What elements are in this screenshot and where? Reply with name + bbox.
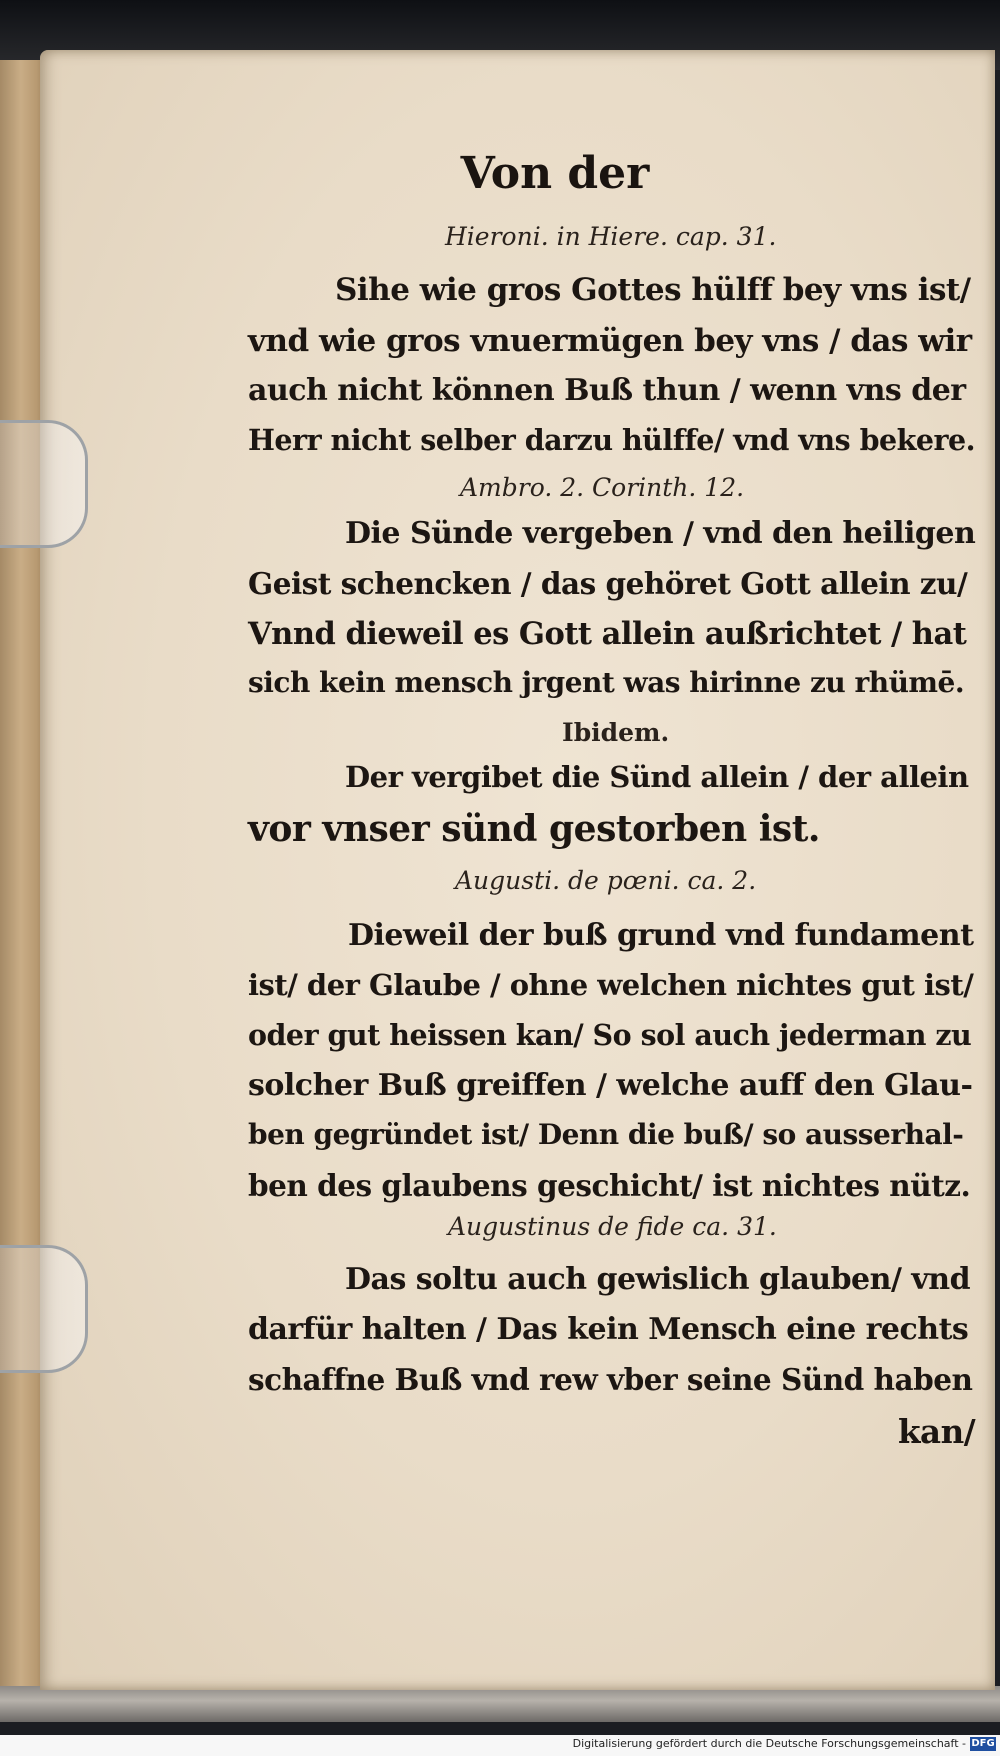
text-line: Der vergibet die Sünd allein / der allein <box>345 760 969 794</box>
page-clip-upper <box>0 420 88 548</box>
text-line: Sihe wie gros Gottes hülff bey vns ist/ <box>335 272 971 308</box>
text-line: ben des glaubens geschicht/ ist nichtes nütz. <box>248 1168 971 1203</box>
reference-heading: Ibidem. <box>562 718 670 747</box>
reference-heading: Ambro. 2. Corinth. 12. <box>460 473 745 502</box>
catchword: kan/ <box>898 1412 976 1451</box>
text-line: Das soltu auch gewislich glauben/ vnd <box>345 1262 971 1297</box>
reference-heading: Augusti. de pœni. ca. 2. <box>455 866 757 895</box>
reference-heading: Hieroni. in Hiere. cap. 31. <box>445 222 777 251</box>
dfg-logo: DFG <box>971 1738 995 1749</box>
text-line: vnd wie gros vnuermügen bey vns / das wir <box>248 323 972 359</box>
footer-credit: Digitalisierung gefördert durch die Deutsche Forschungsgemeinschaft - <box>572 1737 966 1750</box>
text-line: vor vnser sünd gestorben ist. <box>248 808 820 850</box>
text-line: ist/ der Glaube / ohne welchen nichtes gut ist/ <box>248 968 974 1002</box>
text-line: Herr nicht selber darzu hülffe/ vnd vns bekere. <box>248 423 976 457</box>
text-line: solcher Buß greiffen / welche auff den Glau- <box>248 1068 973 1103</box>
running-heading: Von der <box>460 148 650 199</box>
text-line: auch nicht können Buß thun / wenn vns der <box>248 373 966 408</box>
text-line: sich kein mensch jrgent was hirinne zu rhümē. <box>248 666 965 699</box>
text-line: Die Sünde vergeben / vnd den heiligen <box>345 516 976 551</box>
text-line: ben gegründet ist/ Denn die buß/ so ausserhal- <box>248 1118 964 1151</box>
text-line: schaffne Buß vnd rew vber seine Sünd haben <box>248 1362 973 1397</box>
reference-heading: Augustinus de fide ca. 31. <box>448 1212 777 1241</box>
page-clip-lower <box>0 1245 88 1373</box>
text-line: Geist schencken / das gehöret Gott allein zu/ <box>248 566 968 601</box>
text-line: darfür halten / Das kein Mensch eine rechts <box>248 1312 969 1347</box>
book-bottom-edge <box>0 1686 1000 1722</box>
text-line: Dieweil der buß grund vnd fundament <box>348 918 974 953</box>
text-line: oder gut heissen kan/ So sol auch jederman zu <box>248 1018 972 1052</box>
text-line: Vnnd dieweil es Gott allein außrichtet / hat <box>248 616 967 652</box>
